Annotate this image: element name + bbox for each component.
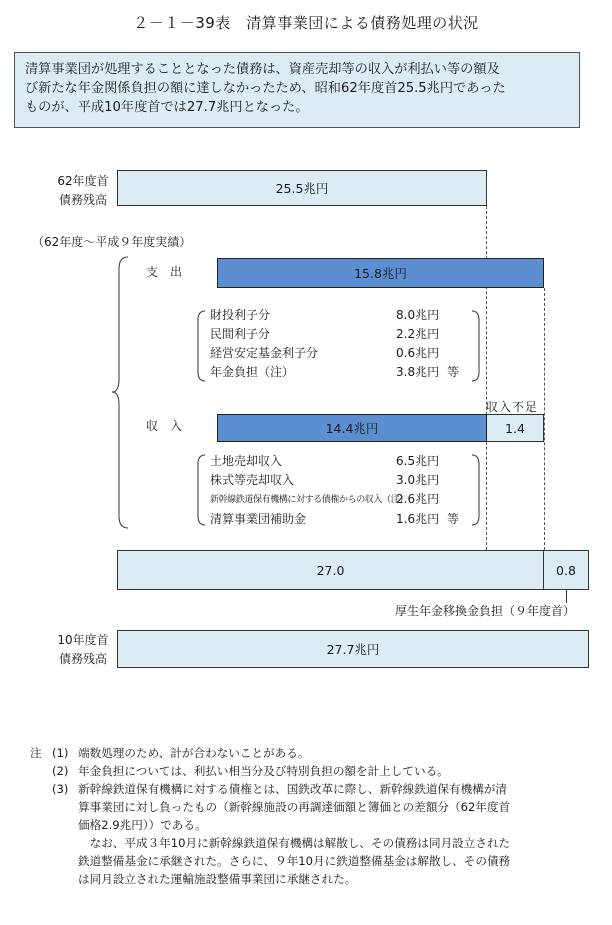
note-line: 算事業団に対し負ったもの（新幹線施設の再調達価額と簿価との差額分（62年度首 xyxy=(78,800,511,814)
summary-line: び新たな年金関係負担の額に達しなかったため、昭和62年度首25.5兆円であった xyxy=(25,81,506,96)
initial-debt-bar xyxy=(117,170,487,206)
list-item: 1.6兆円 xyxy=(396,512,440,526)
period-brace xyxy=(110,255,132,530)
summary-line: 清算事業団が処理することとなった債務は、資産売却等の収入が利払い等の額及 xyxy=(25,62,500,77)
pension-transfer-caption: 厚生年金移換金負担（９年度首） xyxy=(395,604,576,618)
expenditure-value: 15.8兆円 xyxy=(354,266,407,281)
note-line: 端数処理のため、計が合わないことがある。 xyxy=(78,746,310,760)
list-item: 株式等売却収入 xyxy=(210,473,295,487)
list-item: 民間利子分 xyxy=(210,327,271,341)
note-line: 新幹線鉄道保有機構に対する債権とは、国鉄改革に際し、新幹線鉄道保有機構が清 xyxy=(78,782,507,796)
list-item: 新幹線鉄道保有機構に対する債権からの収入（注） xyxy=(210,495,408,505)
list-item: 2.6兆円 xyxy=(396,492,440,506)
expenditure-items-brace-left xyxy=(195,310,207,382)
expenditure-bar xyxy=(217,258,544,288)
notes-marker: 注 xyxy=(30,746,42,760)
list-item: 3.0兆円 xyxy=(396,473,440,487)
list-item: 財投利子分 xyxy=(210,308,271,322)
final-debt-bar xyxy=(117,630,589,668)
list-item: 土地売却収入 xyxy=(210,454,283,468)
list-item: 3.8兆円 xyxy=(396,365,440,379)
combined-main-value: 27.0 xyxy=(316,562,345,578)
pension-transfer-bar xyxy=(543,550,589,590)
income-label: 収 入 xyxy=(146,419,183,433)
list-item-suffix: 等 xyxy=(447,365,460,379)
summary-box xyxy=(14,52,580,128)
income-items-brace-left xyxy=(195,454,207,526)
shortfall-value: 1.4 xyxy=(505,420,525,436)
income-items-brace-right xyxy=(470,454,482,526)
shortfall-label: 収入不足 xyxy=(486,400,539,414)
list-item: 経営安定基金利子分 xyxy=(210,346,319,360)
list-item: 年金負担（注） xyxy=(210,365,295,379)
page-title: ２－１－39表 清算事業団による債務処理の状況 xyxy=(133,14,479,32)
note-line: なお、平成３年10月に新幹線鉄道保有機構は解散し、その債務は同月設立された xyxy=(78,836,511,850)
list-item: 8.0兆円 xyxy=(396,308,440,322)
list-item: 清算事業団補助金 xyxy=(210,512,307,526)
income-bar xyxy=(217,414,487,442)
expenditure-items-brace-right xyxy=(470,310,482,382)
dashed-guide-right xyxy=(544,288,545,550)
period-label: （62年度～平成９年度実績） xyxy=(32,235,192,249)
pension-transfer-value: 0.8 xyxy=(556,562,576,578)
final-debt-value: 27.7兆円 xyxy=(326,642,380,657)
note-line: 価格2.9兆円））である。 xyxy=(78,818,207,832)
initial-debt-label: 62年度首 債務残高 xyxy=(57,174,109,207)
list-item: 6.5兆円 xyxy=(396,454,440,468)
notes: 注 (1) 端数処理のため、計が合わないことがある。 (2) 年金負担については、利払い相当分及び特別負担の額を計上している。 (3) 新幹線鉄道保有機構に対する債権とは、国鉄改革に際し、新幹線鉄道保有機構が清 算事業団に対し負ったもの（新幹線施設の再調達価額と簿価との差額分（62年度首 価格2.9兆円））である。 なお、平成３年10月に新幹線鉄道保有機構は解散し、その債務は同月設立された 鉄道整備基金に承継された。さらに、９年10月に鉄道整備基金は解散し、その債務 は同月設立された運輸施設整備事業団に承継された。 xyxy=(30,746,511,886)
expenditure-label: 支 出 xyxy=(146,265,183,279)
note-line: 鉄道整備基金に承継された。さらに、９年10月に鉄道整備基金は解散し、その債務 xyxy=(78,854,511,868)
summary-line: ものが、平成10年度首では27.7兆円となった。 xyxy=(25,100,309,115)
list-item-suffix: 等 xyxy=(447,512,460,526)
list-item: 2.2兆円 xyxy=(396,327,440,341)
final-debt-label: 10年度首 債務残高 xyxy=(57,633,109,666)
list-item: 0.6兆円 xyxy=(396,346,440,360)
combined-debt-bar xyxy=(117,550,544,590)
shortfall-bar xyxy=(486,414,544,442)
initial-debt-value: 25.5兆円 xyxy=(275,181,329,196)
note-line: 年金負担については、利払い相当分及び特別負担の額を計上している。 xyxy=(78,764,449,778)
note-line: は同月設立された運輸施設整備事業団に承継された。 xyxy=(78,872,357,886)
income-value: 14.4兆円 xyxy=(325,421,379,436)
